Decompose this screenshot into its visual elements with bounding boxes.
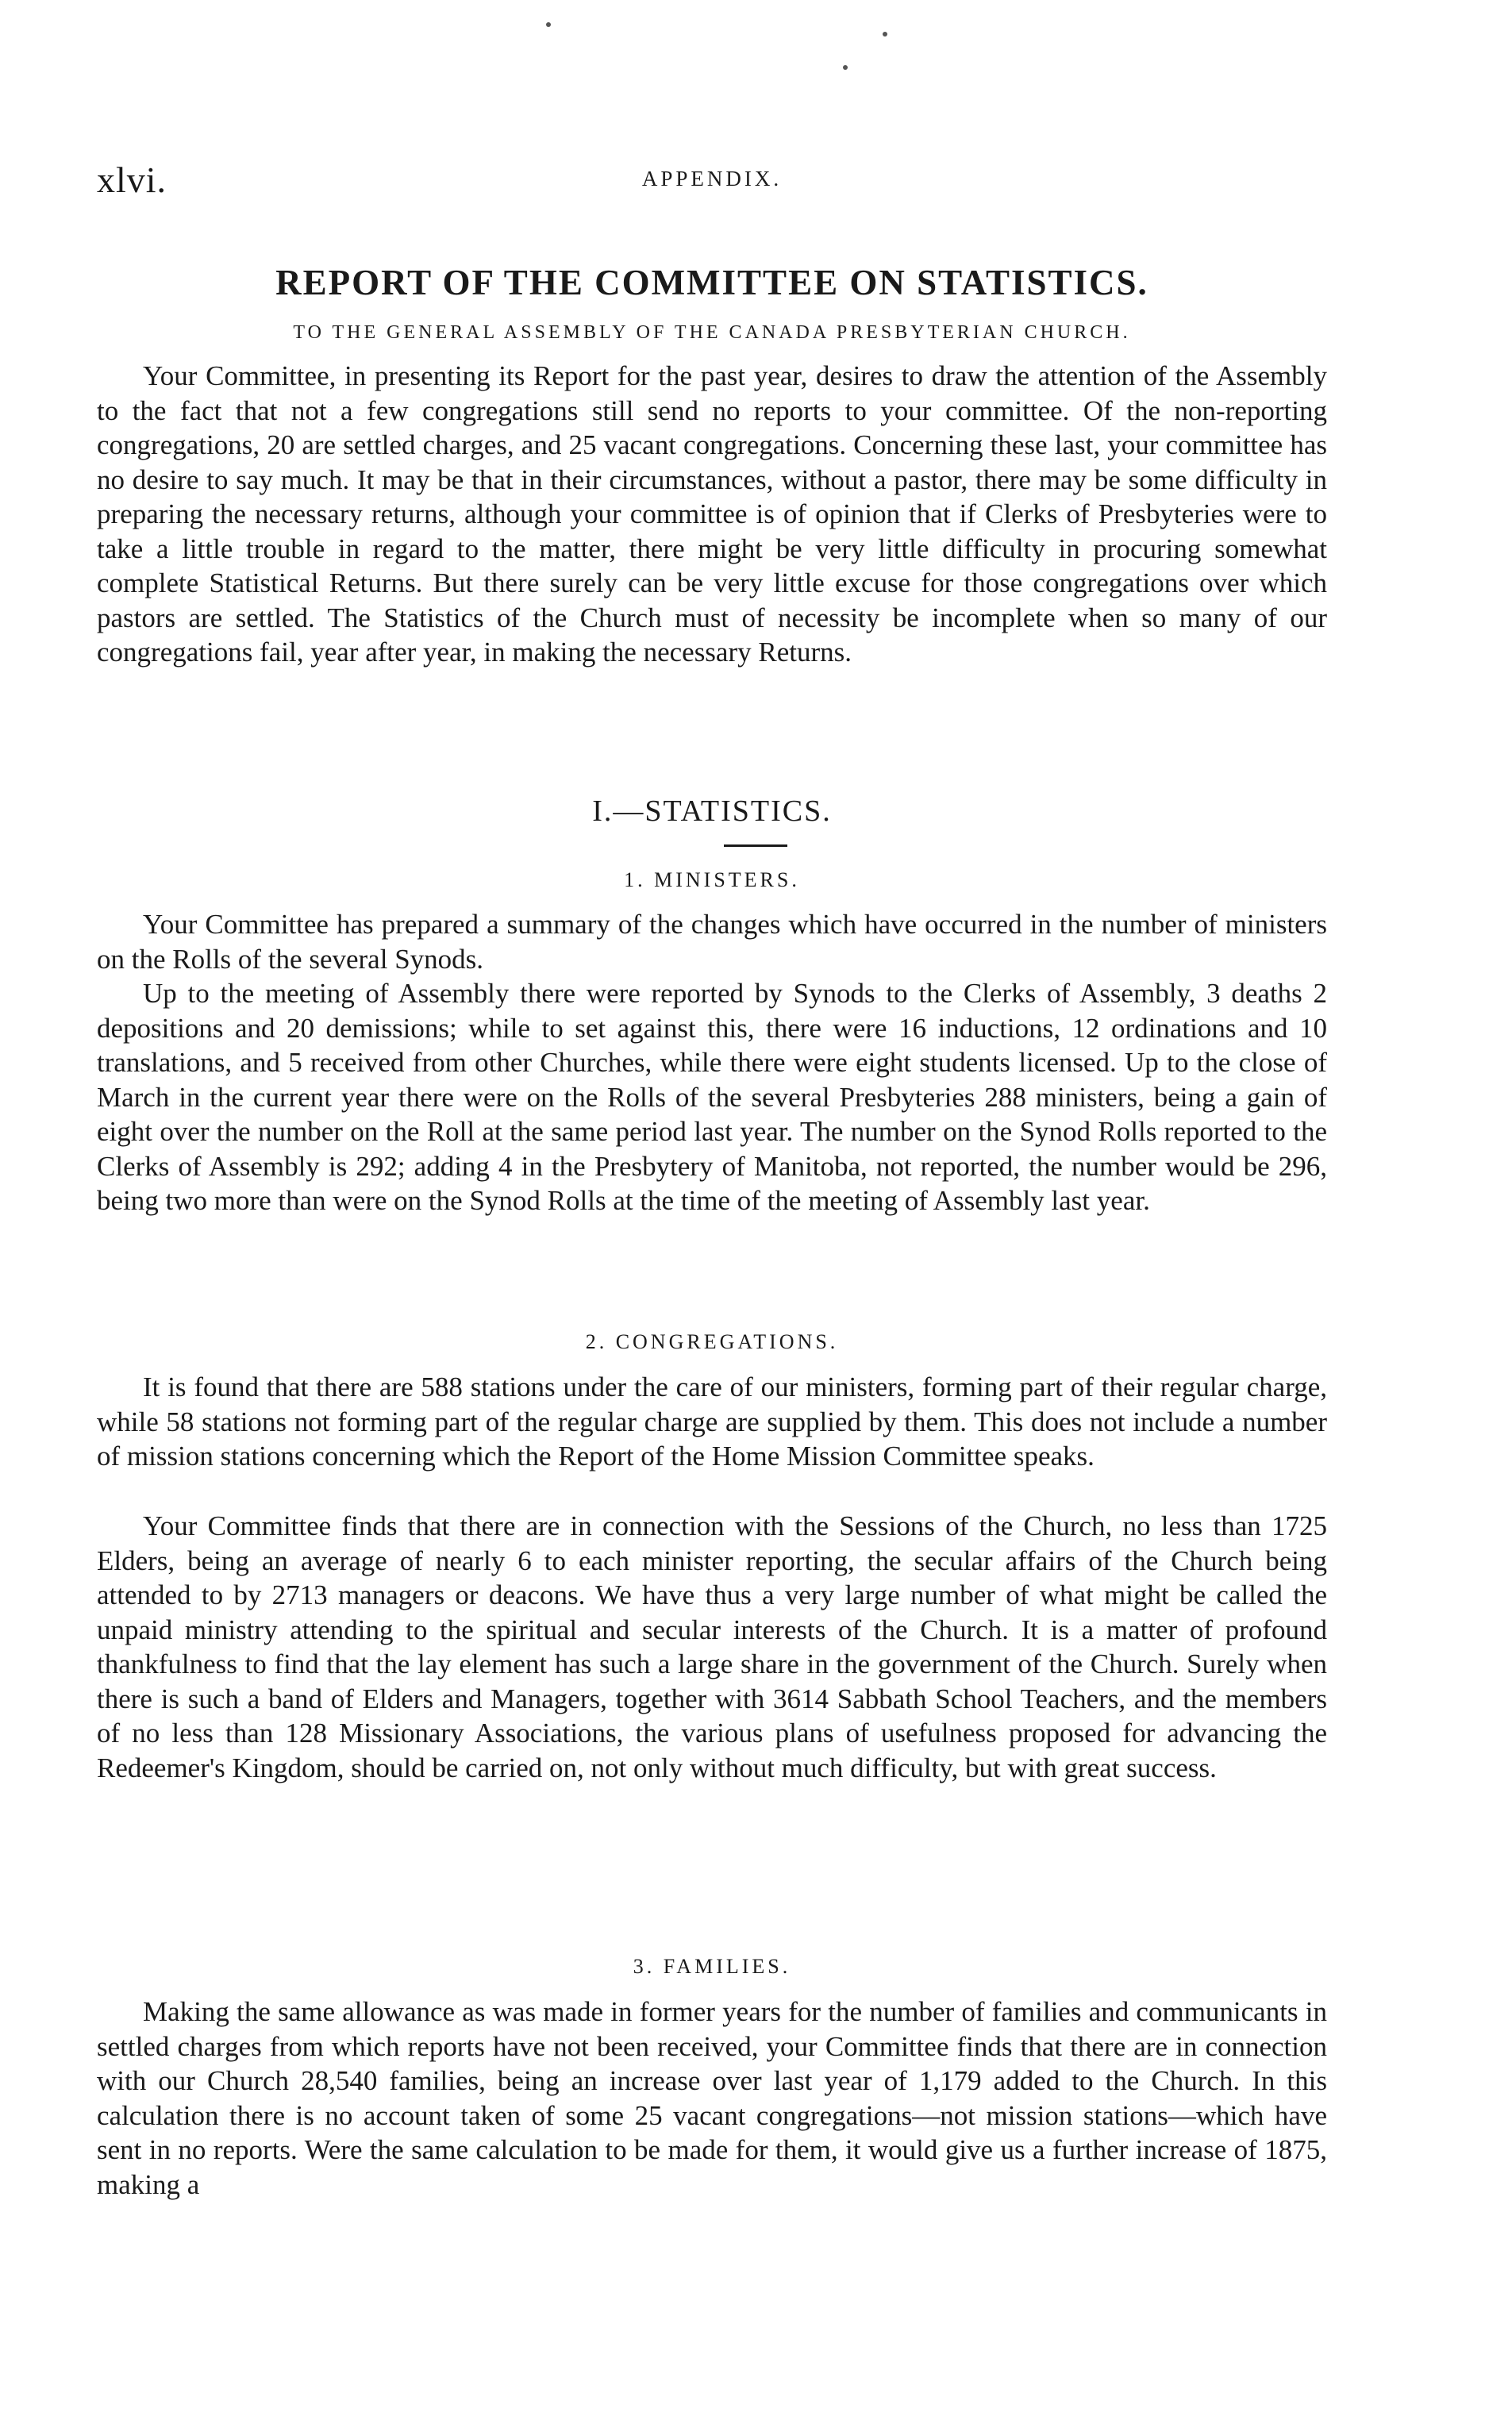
scan-speck	[883, 32, 887, 37]
report-title: REPORT OF THE COMMITTEE ON STATISTICS.	[275, 263, 1148, 302]
heading-ministers: 1. MINISTERS.	[624, 868, 800, 891]
congregations-paragraph-1: It is found that there are 588 stations under the care of our ministers, forming part of their regular charge, while 58 stations not forming part of the regular charge are supplied by them. This does not include a number of mission stations concerning which the Report of the Home Mission Committee speaks.	[97, 1372, 1327, 1472]
section-rule	[724, 844, 787, 847]
scan-speck	[546, 22, 551, 27]
families-paragraph-1: Making the same allowance as was made in former years for the number of families and communicants in settled charges from which reports have not been received, your Committee finds that there are in connection with our Church 28,540 families, being an increase over last year of 1,179 added to the Church. In this calculation there is no account taken of some 25 vacant congregations—not mission stations—which have sent in no reports. Were the same calculation to be made for them, it would give us a further increase of 1875, making a	[97, 1996, 1327, 2200]
ministers-paragraph-1: Your Committee has prepared a summary of the changes which have occurred in the number of ministers on the Rolls of the several Synods.	[97, 909, 1327, 975]
running-title: APPENDIX.	[641, 167, 783, 190]
ministers-paragraph-2: Up to the meeting of Assembly there were reported by Synods to the Clerks of Assembly, 3 deaths 2 depositions and 20 demissions; while to set against this, there were 16 inductions, 12 ordinations and 10 translations, and 5 received from other Churches, while there were eight students licensed. Up to the close of March in the current year there were on the Rolls of the several Presbyteries 288 ministers, being a gain of eight over the number on the Roll at the same period last year. The number on the Synod Rolls reported to the Clerks of Assembly is 292; adding 4 in the Presbytery of Manitoba, not reported, the number would be 296, being two more than were on the Synod Rolls at the time of the meeting of Assembly last year.	[97, 978, 1327, 1216]
intro-paragraph: Your Committee, in presenting its Report for the past year, desires to draw the attention of the Assembly to the fact that not a few congregations still send no reports to your committee. Of the non-reporting congregations, 20 are settled charges, and 25 vacant congregations. Concerning these last, your committee has no desire to say much. It may be that in their circumstances, without a pastor, there may be some difficulty in preparing the necessary returns, although your committee is of opinion that if Clerks of Presbyteries were to take a little trouble in regard to the matter, there might be very little difficulty in procuring somewhat complete Statistical Returns. But there surely can be very little excuse for those congregations over which pastors are settled. The Statistics of the Church must of necessity be incomplete when so many of our congregations fail, year after year, in making the necessary Returns.	[97, 360, 1327, 667]
heading-congregations: 2. CONGREGATIONS.	[585, 1330, 839, 1353]
running-head	[97, 159, 1327, 206]
section-heading-statistics: I.—STATISTICS.	[592, 794, 832, 828]
congregations-paragraph-2: Your Committee finds that there are in connection with the Sessions of the Church, no less than 1725 Elders, being an average of nearly 6 to each minister reporting, the secular affairs of the Church being attended to by 2713 managers or deacons. We have thus a very large number of what might be called the unpaid ministry attending to the spiritual and secular interests of the Church. It is a matter of profound thankfulness to find that the lay element has such a large share in the government of the Church. Surely when there is such a band of Elders and Managers, together with 3614 Sabbath School Teachers, and the members of no less than 128 Missionary Associations, the various plans of usefulness proposed for advancing the Redeemer's Kingdom, should be carried on, not only without much difficulty, but with great success.	[97, 1510, 1327, 1783]
report-subtitle: TO THE GENERAL ASSEMBLY OF THE CANADA PRESBYTERIAN CHURCH.	[293, 322, 1131, 343]
scan-speck	[843, 65, 848, 70]
heading-families: 3. FAMILIES.	[633, 1955, 791, 1978]
page-number: xlvi.	[97, 160, 167, 200]
